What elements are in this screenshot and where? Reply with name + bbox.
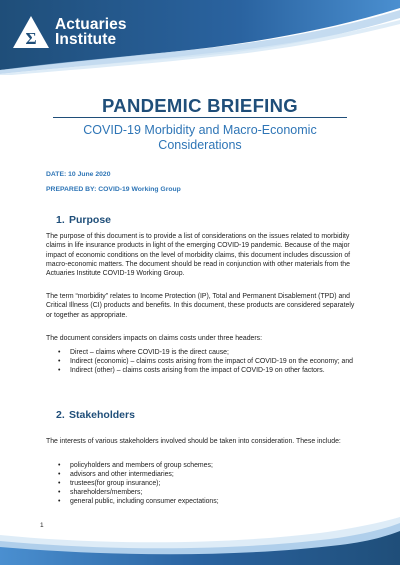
document-title: PANDEMIC BRIEFING — [102, 95, 298, 116]
header-band — [0, 0, 400, 75]
logo-line-2: Institute — [55, 31, 117, 48]
logo-line-1: Actuaries — [55, 16, 127, 33]
list-item: • Indirect (economic) – claims costs arising from the impact of COVID-19 on the economy; and — [46, 357, 362, 366]
list-item: • general public, including consumer expectations; — [46, 497, 362, 506]
title-divider — [53, 117, 347, 118]
section-number: 2. — [56, 409, 65, 421]
purpose-paragraph-1: The purpose of this document is to provide a list of considerations on the issues related to morbidity claims in life insurance products in light of the emerging COVID-19 pandemic. Because of the major impact of economic conditions on the level of morbidity claims, this document includes discussion of macro-economic matters. The document should be read in conjunction with other materials from the Actuaries Institute COVID-19 Working Group. — [46, 233, 351, 278]
document-subtitle: COVID-19 Morbidity and Macro-Economic Considerations — [83, 123, 317, 152]
svg-text:Σ: Σ — [25, 29, 37, 48]
section-title: Purpose — [69, 214, 112, 226]
footer-band — [0, 505, 400, 565]
list-item: • Direct – claims where COVID-19 is the direct cause; — [46, 348, 362, 357]
footer-wave-graphic — [0, 505, 400, 565]
list-item: • Indirect (other) – claims costs arising from the impact of COVID-19 on other factors. — [46, 366, 362, 375]
purpose-paragraph-2: The term “morbidity” relates to Income Protection (IP), Total and Permanent Disablement (TPD) and Critical Illness (CI) products and benefits. In this document, these products are considered separately or together as appropriate. — [46, 293, 355, 319]
list-item: • policyholders and members of group schemes; — [46, 461, 362, 470]
logo-wordmark — [55, 17, 127, 47]
purpose-paragraph-3: The document considers impacts on claims costs under three headers: — [46, 335, 263, 342]
stakeholders-list — [46, 461, 362, 506]
list-item: • advisors and other intermediaries; — [46, 470, 362, 479]
prepared-by: PREPARED BY: COVID-19 Working Group — [46, 186, 181, 193]
section-number: 1. — [56, 214, 65, 226]
claims-headers-list — [46, 348, 362, 375]
actuaries-institute-logo — [12, 12, 172, 52]
document-date: DATE: 10 June 2020 — [46, 171, 111, 178]
list-item: • shareholders/members; — [46, 488, 362, 497]
stakeholders-paragraph: The interests of various stakeholders involved should be taken into consideration. These include: — [46, 438, 341, 445]
section-heading-purpose — [56, 214, 111, 226]
section-heading-stakeholders — [56, 409, 135, 421]
sigma-triangle-icon — [12, 15, 50, 49]
page-number: 1 — [40, 522, 44, 529]
section-title: Stakeholders — [69, 409, 135, 421]
list-item: • trustees(for group insurance); — [46, 479, 362, 488]
